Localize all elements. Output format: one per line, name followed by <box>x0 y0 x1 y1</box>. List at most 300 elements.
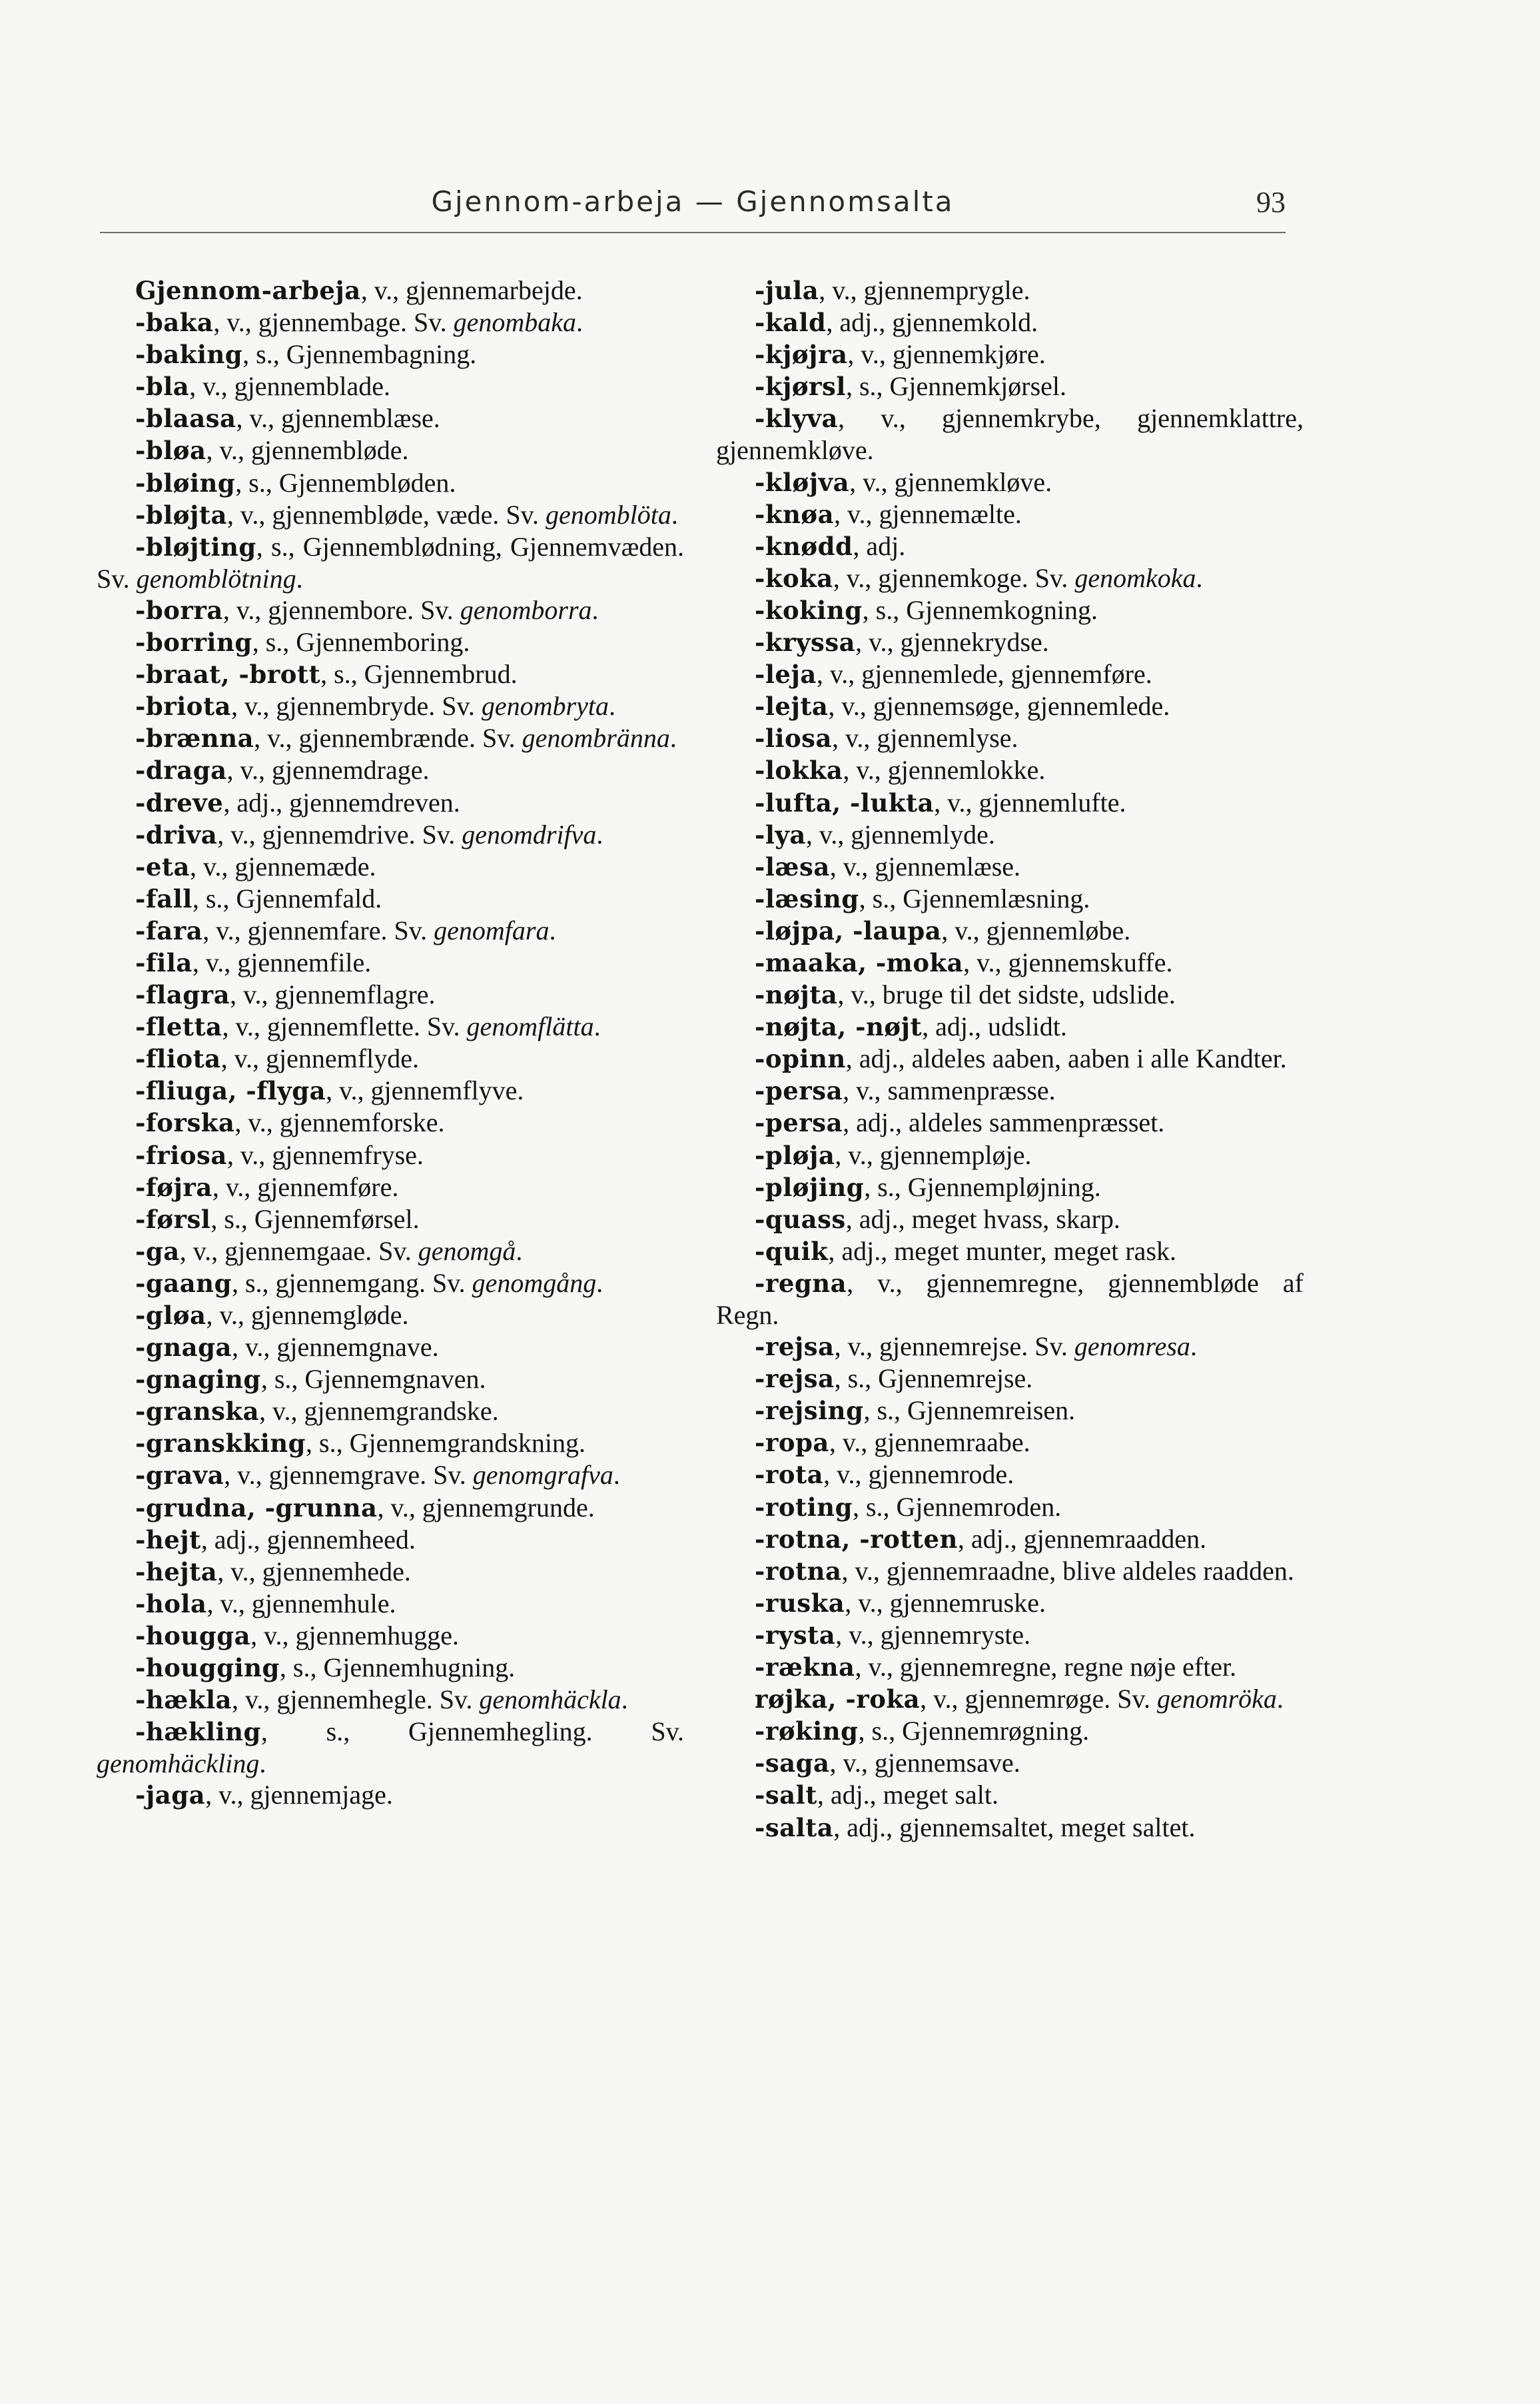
entry-headword: -dreve <box>135 788 224 818</box>
entry-definition: , s., Gjennemlæsning. <box>859 883 1090 913</box>
entry-definition: , adj., gjennemsaltet, meget saltet. <box>833 1812 1196 1842</box>
dictionary-entry <box>716 1747 1304 1779</box>
entry-definition: , adj., gjennemdreven. <box>223 787 460 818</box>
dictionary-entry <box>97 883 684 915</box>
entry-definition: , v., gjennemregne, gjennembløde af Regn. <box>716 1267 1304 1330</box>
entry-definition: , v., gjennemblade. <box>189 371 391 402</box>
dictionary-entry <box>97 1652 684 1684</box>
entry-definition: , v., gjennemælte. <box>834 498 1022 529</box>
dictionary-entry <box>716 1267 1304 1331</box>
dictionary-entry <box>716 1075 1304 1107</box>
entry-definition: , v., gjennembage. Sv. <box>213 307 454 338</box>
entry-headword: -fliota <box>135 1044 221 1074</box>
entry-headword: -ga <box>135 1236 180 1266</box>
entry-headword: -borra <box>135 595 223 625</box>
entry-definition: , adj., meget salt. <box>817 1780 998 1810</box>
entry-headword: -læsing <box>755 884 859 913</box>
entry-definition: , s., Gjennemroden. <box>852 1491 1062 1522</box>
entry-headword: -quass <box>755 1204 846 1234</box>
entry-headword: -maaka, -moka <box>755 947 964 977</box>
entry-headword: -ropa <box>755 1428 829 1458</box>
entry-headword: -salt <box>755 1780 817 1810</box>
entry-definition: , v., gjennemlufte. <box>934 787 1126 818</box>
dictionary-entry <box>97 1716 684 1779</box>
entry-swedish-form: genomgrafva <box>472 1460 613 1491</box>
dictionary-entry <box>716 1555 1304 1587</box>
dictionary-entry <box>716 466 1304 498</box>
entry-headword: -rækna <box>755 1652 855 1682</box>
entry-headword: -hola <box>135 1588 207 1618</box>
entry-definition: , v., gjennemgrunde. <box>377 1492 595 1522</box>
dictionary-entry <box>716 1779 1304 1811</box>
dictionary-entry <box>97 1139 684 1171</box>
entry-headword: -jaga <box>135 1780 206 1810</box>
entry-swedish-form: genomgå <box>418 1235 516 1266</box>
dictionary-entry <box>716 658 1304 690</box>
entry-headword: -opinn <box>755 1044 846 1074</box>
entry-headword: -liosa <box>755 724 832 754</box>
entry-swedish-form: genomblötning <box>136 563 296 594</box>
entry-definition: , v., gjennemhugge. <box>250 1620 459 1650</box>
entry-headword: -fara <box>135 915 203 945</box>
entry-headword: -knøa <box>755 499 835 529</box>
entry-tail: . <box>259 1748 266 1779</box>
dictionary-entry <box>97 1235 684 1267</box>
dictionary-entry <box>716 1427 1304 1459</box>
running-head: Gjennom-arbeja — Gjennomsalta <box>431 185 955 218</box>
entry-headword: røjka, -roka <box>755 1684 921 1714</box>
dictionary-entry <box>97 338 684 370</box>
dictionary-entry <box>97 787 684 819</box>
header-rule <box>100 232 1286 233</box>
dictionary-entry <box>716 1715 1304 1747</box>
entry-headword: -brænna <box>135 724 254 754</box>
entry-tail: . <box>591 594 599 625</box>
dictionary-entry <box>97 658 684 690</box>
entry-definition: , s., Gjennemfald. <box>192 883 382 913</box>
entry-definition: , s., Gjennemhugning. <box>279 1652 516 1683</box>
entry-headword: -koka <box>755 563 833 593</box>
entry-definition: , adj., udslidt. <box>922 1011 1067 1042</box>
entry-headword: -hejt <box>135 1524 201 1554</box>
entry-definition: , adj., gjennemheed. <box>200 1524 416 1554</box>
dictionary-entry <box>97 1492 684 1524</box>
dictionary-entry <box>97 1620 684 1652</box>
dictionary-entry <box>716 1235 1304 1267</box>
dictionary-entry <box>716 851 1304 883</box>
entry-headword: -grava <box>135 1461 224 1491</box>
dictionary-entry <box>716 498 1304 530</box>
dictionary-entry <box>716 1812 1304 1844</box>
entry-tail: . <box>596 819 603 850</box>
dictionary-entry <box>716 1587 1304 1619</box>
dictionary-entry <box>97 1171 684 1203</box>
entry-definition: , v., gjennemløbe. <box>941 915 1131 945</box>
entry-headword: -quik <box>755 1236 829 1266</box>
entry-definition: , v., gjennemlede, gjennemføre. <box>816 659 1152 690</box>
entry-definition: , v., gjennemflyve. <box>326 1075 524 1106</box>
entry-headword: -kald <box>755 308 827 338</box>
entry-definition: , v., gjennemhede. <box>217 1556 411 1586</box>
entry-headword: -bla <box>135 372 190 402</box>
dictionary-entry <box>716 754 1304 786</box>
entry-definition: , adj. <box>853 530 906 561</box>
entry-headword: -jula <box>755 276 819 305</box>
entry-swedish-form: genomröka <box>1156 1684 1277 1714</box>
left-column <box>97 275 684 1812</box>
entry-headword: -regna <box>755 1268 847 1298</box>
entry-headword: -baking <box>135 340 243 370</box>
entry-definition: , s., Gjennemførsel. <box>210 1203 420 1234</box>
entry-swedish-form: genomresa <box>1074 1331 1190 1362</box>
dictionary-entry <box>97 1267 684 1299</box>
dictionary-entry <box>97 1588 684 1620</box>
entry-definition: , v., gjennemregne, regne nøje efter. <box>855 1652 1237 1682</box>
entry-headword: -rotna <box>755 1556 842 1586</box>
entry-tail: . <box>1190 1331 1197 1362</box>
dictionary-entry <box>97 722 684 754</box>
entry-definition: , v., gjennemblæse. <box>236 403 440 434</box>
entry-definition: , v., gjennemhegle. Sv. <box>232 1684 480 1715</box>
dictionary-entry <box>97 531 684 594</box>
entry-definition: , v., gjennemflette. Sv. <box>222 1011 467 1042</box>
entry-headword: -bløjta <box>135 500 227 530</box>
entry-headword: -lufta, -lukta <box>755 788 935 818</box>
entry-headword: -læsa <box>755 852 830 882</box>
entry-headword: Gjennom-arbeja <box>135 276 361 305</box>
entry-headword: -eta <box>135 852 190 882</box>
entry-headword: -braat, -brott <box>135 660 321 690</box>
dictionary-entry <box>716 1107 1304 1139</box>
entry-definition: , v., gjennempløje. <box>835 1139 1032 1170</box>
entry-definition: , v., gjennemryste. <box>835 1619 1031 1650</box>
dictionary-entry <box>716 338 1304 370</box>
entry-definition: , v., gjennemlyde. <box>805 819 995 850</box>
entry-definition: , s., Gjennembløden. <box>235 467 456 498</box>
dictionary-entry <box>97 979 684 1011</box>
entry-headword: -gnaging <box>135 1365 261 1395</box>
entry-headword: -løjpa, -laupa <box>755 915 942 945</box>
entry-headword: -leja <box>755 660 817 690</box>
entry-headword: -lokka <box>755 756 843 786</box>
entry-swedish-form: genomborra <box>460 594 592 625</box>
entry-headword: -gløa <box>135 1301 206 1330</box>
entry-tail: . <box>669 723 677 754</box>
entry-headword: -forska <box>135 1108 235 1138</box>
entry-definition: , v., gjennemprygle. <box>819 275 1030 305</box>
dictionary-entry <box>97 402 684 434</box>
entry-definition: , v., gjennemgnave. <box>231 1332 439 1363</box>
dictionary-entry <box>716 883 1304 915</box>
entry-definition: , v., gjennemfare. Sv. <box>202 915 434 945</box>
entry-headword: -bløjting <box>135 532 256 562</box>
entry-swedish-form: genomblöta <box>546 499 671 530</box>
entry-headword: -rejsa <box>755 1364 835 1394</box>
entry-headword: -klyva <box>755 404 839 434</box>
entry-swedish-form: genombaka <box>453 307 577 338</box>
entry-definition: , v., gjennemdrive. Sv. <box>217 819 462 850</box>
entry-headword: -lejta <box>755 692 829 722</box>
dictionary-entry <box>97 851 684 883</box>
dictionary-entry <box>716 947 1304 979</box>
entry-swedish-form: genomhäckla <box>479 1684 621 1715</box>
dictionary-entry <box>97 1011 684 1043</box>
entry-definition: , v., gjennembløde. <box>206 435 409 466</box>
entry-headword: -pløja <box>755 1140 835 1170</box>
entry-definition: , adj., meget hvass, skarp. <box>845 1203 1120 1234</box>
entry-definition: , s., Gjennemhegling. Sv. <box>260 1716 684 1747</box>
entry-definition: , v., gjennemraabe. <box>829 1427 1030 1458</box>
dictionary-entry <box>716 979 1304 1011</box>
entry-definition: , s., Gjennemboring. <box>252 627 470 658</box>
dictionary-entry <box>716 275 1304 306</box>
entry-tail: . <box>296 563 303 594</box>
entry-definition: , v., gjennemsave. <box>829 1748 1020 1778</box>
dictionary-entry <box>97 1556 684 1588</box>
entry-headword: -flagra <box>135 980 230 1010</box>
entry-tail: . <box>596 1267 603 1298</box>
entry-definition: , adj., gjennemkold. <box>826 307 1038 338</box>
entry-definition: , v., gjennemkrybe, gjennemklattre, gjennemkløve. <box>716 403 1304 466</box>
entry-tail: . <box>621 1684 628 1715</box>
entry-definition: , v., gjennemforske. <box>234 1107 445 1138</box>
entry-definition: , s., Gjennemrejse. <box>834 1363 1033 1394</box>
entry-definition: , v., gjennembryde. Sv. <box>231 691 482 722</box>
dictionary-entry <box>716 1043 1304 1075</box>
entry-headword: -bløing <box>135 468 236 498</box>
entry-definition: , s., Gjennembrud. <box>320 659 518 690</box>
dictionary-entry <box>97 1331 684 1363</box>
dictionary-entry <box>97 1299 684 1331</box>
entry-headword: -gnaga <box>135 1333 232 1363</box>
entry-headword: -rota <box>755 1460 824 1490</box>
dictionary-entry <box>716 1683 1304 1715</box>
entry-headword: -fletta <box>135 1012 222 1042</box>
entry-definition: , v., gjennemflagre. <box>230 979 436 1010</box>
dictionary-entry <box>716 690 1304 722</box>
entry-headword: -grudna, -grunna <box>135 1493 378 1522</box>
entry-headword: -kløjva <box>755 467 850 497</box>
entry-headword: -baka <box>135 308 214 338</box>
entry-headword: -nøjta, -nøjt <box>755 1012 923 1042</box>
entry-definition: , v., gjennemlyse. <box>831 723 1018 754</box>
entry-headword: -kjørsl <box>755 372 846 402</box>
entry-headword: -kjøjra <box>755 340 848 370</box>
entry-headword: -rotna, -rotten <box>755 1524 958 1554</box>
entry-headword: -pløjing <box>755 1172 865 1202</box>
entry-definition: , v., gjennemarbejde. <box>360 275 583 305</box>
dictionary-entry <box>97 275 684 306</box>
entry-definition: , v., gjennemhule. <box>206 1588 396 1618</box>
entry-headword: -rejsing <box>755 1396 864 1426</box>
entry-headword: -hougging <box>135 1653 280 1683</box>
entry-swedish-form: genombryta <box>481 691 609 722</box>
entry-definition: , v., gjennembløde, væde. Sv. <box>226 499 546 530</box>
entry-headword: -fall <box>135 884 192 913</box>
entry-definition: , s., Gjennemkogning. <box>862 594 1098 625</box>
dictionary-entry <box>716 915 1304 947</box>
dictionary-entry <box>97 1779 684 1811</box>
entry-definition: , s., Gjennemblødning, Gjennemvæden. Sv. <box>97 531 684 594</box>
entry-headword: -førsl <box>135 1204 211 1234</box>
entry-headword: -granskking <box>135 1429 306 1459</box>
dictionary-entry <box>97 690 684 722</box>
entry-definition: , s., Gjennemgrandskning. <box>306 1428 585 1459</box>
entry-definition: , v., gjennemæde. <box>189 851 376 882</box>
entry-swedish-form: genomhäckling <box>97 1748 260 1779</box>
dictionary-entry <box>716 306 1304 338</box>
dictionary-entry <box>97 467 684 499</box>
entry-definition: , v., gjennemkjøre. <box>847 339 1046 370</box>
entry-swedish-form: genomgång <box>472 1267 597 1298</box>
dictionary-entry <box>716 530 1304 562</box>
dictionary-entry <box>716 1203 1304 1235</box>
entry-tail: . <box>576 307 583 338</box>
entry-tail: . <box>613 1460 620 1491</box>
dictionary-entry <box>97 1524 684 1556</box>
entry-headword: -rejsa <box>755 1332 835 1362</box>
dictionary-entry <box>97 1075 684 1107</box>
entry-definition: , v., gjennemsøge, gjennemlede. <box>828 691 1170 722</box>
entry-headword: -blaasa <box>135 404 236 434</box>
entry-definition: , v., gjennemfile. <box>192 947 372 977</box>
entry-definition: , v., gjennemgrandske. <box>259 1396 499 1427</box>
entry-swedish-form: genomdrifva <box>462 819 597 850</box>
entry-headword: -friosa <box>135 1140 227 1170</box>
entry-headword: -føjra <box>135 1172 212 1202</box>
entry-definition: , s., Gjennemkjørsel. <box>845 371 1067 402</box>
entry-swedish-form: genomfara <box>434 915 550 945</box>
entry-headword: -persa <box>755 1108 843 1138</box>
entry-definition: , v., gjennemfryse. <box>226 1139 424 1170</box>
entry-swedish-form: genombränna <box>522 723 670 754</box>
entry-definition: , v., gjennemgaae. Sv. <box>179 1235 418 1266</box>
dictionary-entry <box>97 1459 684 1491</box>
entry-headword: -roting <box>755 1492 853 1522</box>
entry-headword: -koking <box>755 595 863 625</box>
dictionary-entry <box>716 1491 1304 1523</box>
entry-headword: -driva <box>135 820 218 850</box>
dictionary-entry <box>716 626 1304 658</box>
entry-definition: , s., gjennemgang. Sv. <box>231 1267 472 1298</box>
entry-tail: . <box>593 1011 601 1042</box>
entry-definition: , adj., gjennemraadden. <box>957 1523 1207 1554</box>
dictionary-entry <box>716 722 1304 754</box>
dictionary-entry <box>97 306 684 338</box>
dictionary-entry <box>97 1684 684 1716</box>
entry-definition: , v., gjennemraadne, blive aldeles raadden. <box>841 1555 1294 1586</box>
entry-definition: , v., gjennemgløde. <box>206 1300 409 1330</box>
dictionary-entry <box>716 1139 1304 1171</box>
entry-definition: , s., Gjennemreisen. <box>863 1395 1076 1426</box>
entry-headword: -borring <box>135 628 252 658</box>
dictionary-entry <box>97 1043 684 1075</box>
dictionary-entry <box>716 1363 1304 1395</box>
entry-headword: -saga <box>755 1748 830 1778</box>
entry-definition: , adj., aldeles sammenpræsset. <box>843 1107 1165 1138</box>
dictionary-entry <box>716 1619 1304 1651</box>
entry-swedish-form: genomkoka <box>1074 562 1196 593</box>
dictionary-entry <box>716 562 1304 594</box>
entry-headword: -draga <box>135 756 227 786</box>
entry-definition: , v., gjennekrydse. <box>855 627 1049 658</box>
entry-headword: -hougga <box>135 1620 251 1650</box>
entry-tail: . <box>549 915 556 945</box>
dictionary-entry <box>716 1171 1304 1203</box>
entry-definition: , v., gjennemflyde. <box>220 1043 419 1074</box>
entry-headword: -fliuga, -flyga <box>135 1076 326 1106</box>
entry-definition: , v., gjennemlæse. <box>829 851 1021 882</box>
entry-definition: , s., Gjennemrøgning. <box>858 1716 1090 1746</box>
dictionary-entry <box>716 819 1304 851</box>
dictionary-entry <box>97 499 684 531</box>
page-number: 93 <box>1256 186 1286 219</box>
dictionary-entry <box>97 947 684 979</box>
dictionary-entry <box>97 1203 684 1235</box>
entry-definition: , v., sammenpræsse. <box>843 1075 1056 1106</box>
dictionary-entry <box>716 594 1304 626</box>
entry-definition: , v., bruge til det sidste, udslide. <box>837 979 1176 1010</box>
entry-headword: -knødd <box>755 531 853 561</box>
entry-definition: , v., gjennemdrage. <box>226 755 430 786</box>
entry-definition: , v., gjennemskuffe. <box>963 947 1173 977</box>
entry-tail: . <box>608 691 615 722</box>
entry-definition: , v., gjennemrejse. Sv. <box>834 1331 1074 1362</box>
dictionary-entry <box>97 434 684 466</box>
entry-definition: , v., gjennemkløve. <box>849 466 1052 497</box>
dictionary-entry <box>97 1363 684 1395</box>
entry-definition: , v., gjennemgrave. Sv. <box>224 1460 473 1491</box>
dictionary-entry <box>97 754 684 786</box>
entry-definition: , s., Gjennemgnaven. <box>260 1364 486 1395</box>
entry-headword: -hækling <box>135 1717 261 1747</box>
entry-tail: . <box>1196 562 1203 593</box>
entry-headword: -briota <box>135 692 232 722</box>
dictionary-entry <box>716 1011 1304 1043</box>
dictionary-entry <box>97 626 684 658</box>
entry-headword: -salta <box>755 1812 834 1842</box>
dictionary-entry <box>716 1331 1304 1363</box>
dictionary-entry <box>716 402 1304 466</box>
entry-definition: , v., gjennemrode. <box>823 1459 1014 1490</box>
entry-definition: , s., Gjennempløjning. <box>864 1171 1101 1202</box>
entry-swedish-form: genomflätta <box>466 1011 594 1042</box>
entry-tail: . <box>1276 1684 1284 1714</box>
entry-definition: , v., gjennemruske. <box>845 1587 1046 1618</box>
dictionary-entry <box>97 915 684 947</box>
entry-headword: -kryssa <box>755 628 856 658</box>
entry-definition: , v., gjennembrænde. Sv. <box>254 723 522 754</box>
dictionary-entry <box>97 819 684 851</box>
entry-definition: , v., gjennembore. Sv. <box>222 594 460 625</box>
entry-headword: -gaang <box>135 1268 232 1298</box>
right-column <box>716 275 1304 1844</box>
dictionary-entry <box>716 1459 1304 1491</box>
entry-headword: -lya <box>755 820 806 850</box>
dictionary-entry <box>97 370 684 402</box>
entry-headword: -granska <box>135 1397 260 1427</box>
entry-headword: -hækla <box>135 1685 232 1715</box>
entry-headword: -bløa <box>135 436 206 466</box>
dictionary-entry <box>716 1523 1304 1555</box>
entry-tail: . <box>516 1235 523 1266</box>
entry-headword: -persa <box>755 1076 843 1106</box>
dictionary-entry <box>716 787 1304 819</box>
entry-definition: , adj., meget munter, meget rask. <box>828 1235 1177 1266</box>
page-header <box>100 185 1286 223</box>
entry-definition: , v., gjennemlokke. <box>843 755 1046 786</box>
entry-headword: -fila <box>135 947 192 977</box>
